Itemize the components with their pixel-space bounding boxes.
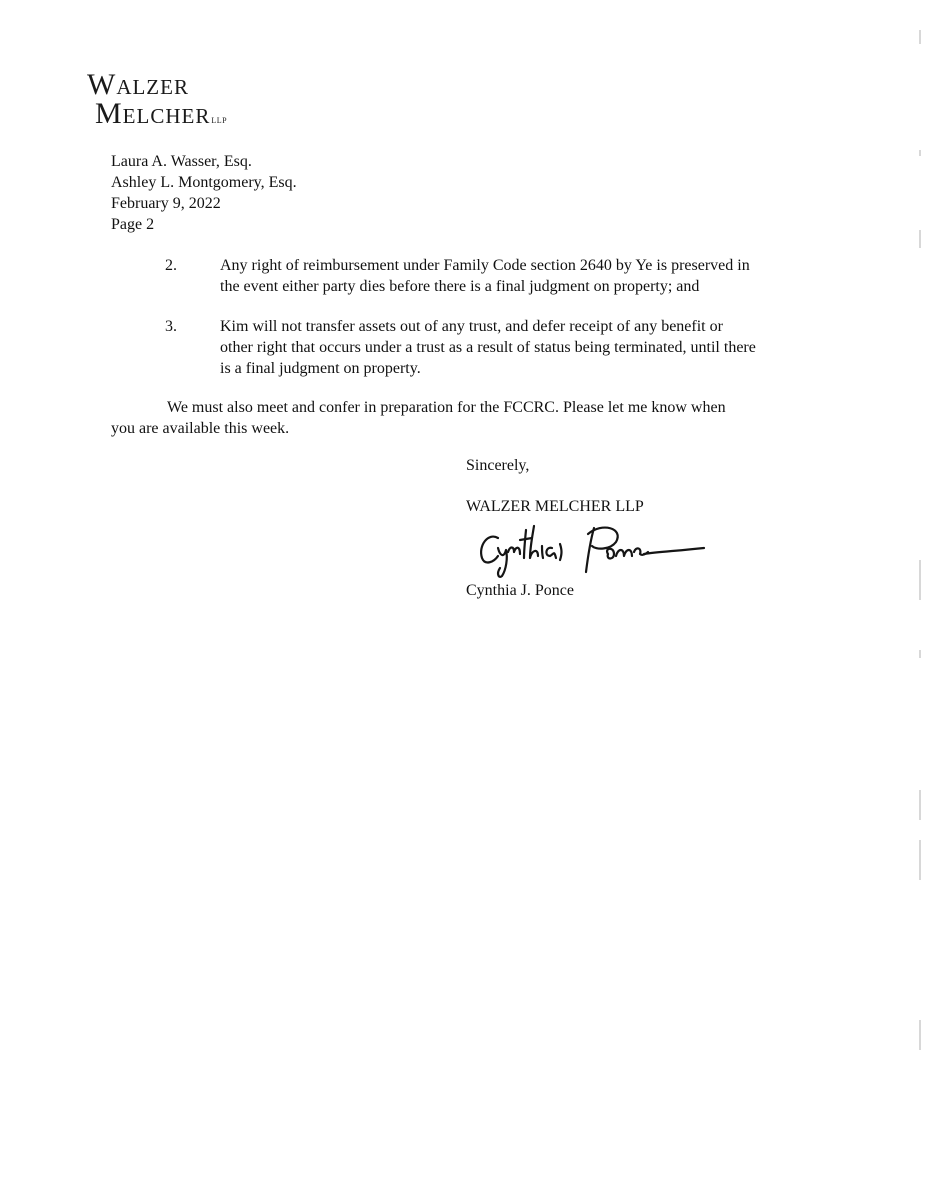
scan-mark bbox=[919, 650, 921, 658]
list-item-number: 3. bbox=[165, 318, 177, 335]
logo-line-melcher bbox=[95, 99, 227, 129]
page-number: Page 2 bbox=[111, 216, 155, 233]
recipient-line-1: Laura A. Wasser, Esq. bbox=[111, 153, 252, 170]
closing-salutation: Sincerely, bbox=[466, 457, 530, 474]
recipient-line-2: Ashley L. Montgomery, Esq. bbox=[111, 174, 297, 191]
scan-mark bbox=[919, 1020, 921, 1050]
scan-mark bbox=[919, 30, 921, 44]
letter-header bbox=[111, 151, 297, 235]
list-item-line: the event either party dies before there is a final judgment on property; and bbox=[220, 278, 700, 295]
logo-llp-text: llp bbox=[211, 114, 228, 126]
list-item-line: other right that occurs under a trust as a result of status being terminated, until there bbox=[220, 339, 756, 356]
list-item-line: Any right of reimbursement under Family Code section 2640 by Ye is preserved in bbox=[220, 257, 750, 274]
signer-name: Cynthia J. Ponce bbox=[466, 582, 574, 599]
list-item-line: Kim will not transfer assets out of any trust, and defer receipt of any benefit or bbox=[220, 318, 723, 335]
scan-mark bbox=[919, 840, 921, 880]
list-item-text bbox=[220, 316, 840, 379]
scan-mark bbox=[919, 790, 921, 820]
list-item-text bbox=[220, 255, 840, 297]
scan-mark bbox=[919, 150, 921, 156]
logo-line-walzer: Walzer bbox=[87, 68, 189, 101]
logo-melcher-text: Melcher bbox=[95, 97, 211, 130]
body-paragraph bbox=[111, 397, 831, 439]
scan-mark bbox=[919, 230, 921, 248]
paragraph-line: you are available this week. bbox=[111, 420, 290, 437]
letter-date: February 9, 2022 bbox=[111, 195, 221, 212]
scan-mark bbox=[919, 560, 921, 600]
handwritten-signature bbox=[476, 516, 708, 580]
list-item-number: 2. bbox=[165, 257, 177, 274]
closing-firm-name: WALZER MELCHER LLP bbox=[466, 498, 644, 515]
list-item-line: is a final judgment on property. bbox=[220, 360, 421, 377]
paragraph-line: We must also meet and confer in preparation for the FCCRC. Please let me know when bbox=[167, 399, 726, 416]
